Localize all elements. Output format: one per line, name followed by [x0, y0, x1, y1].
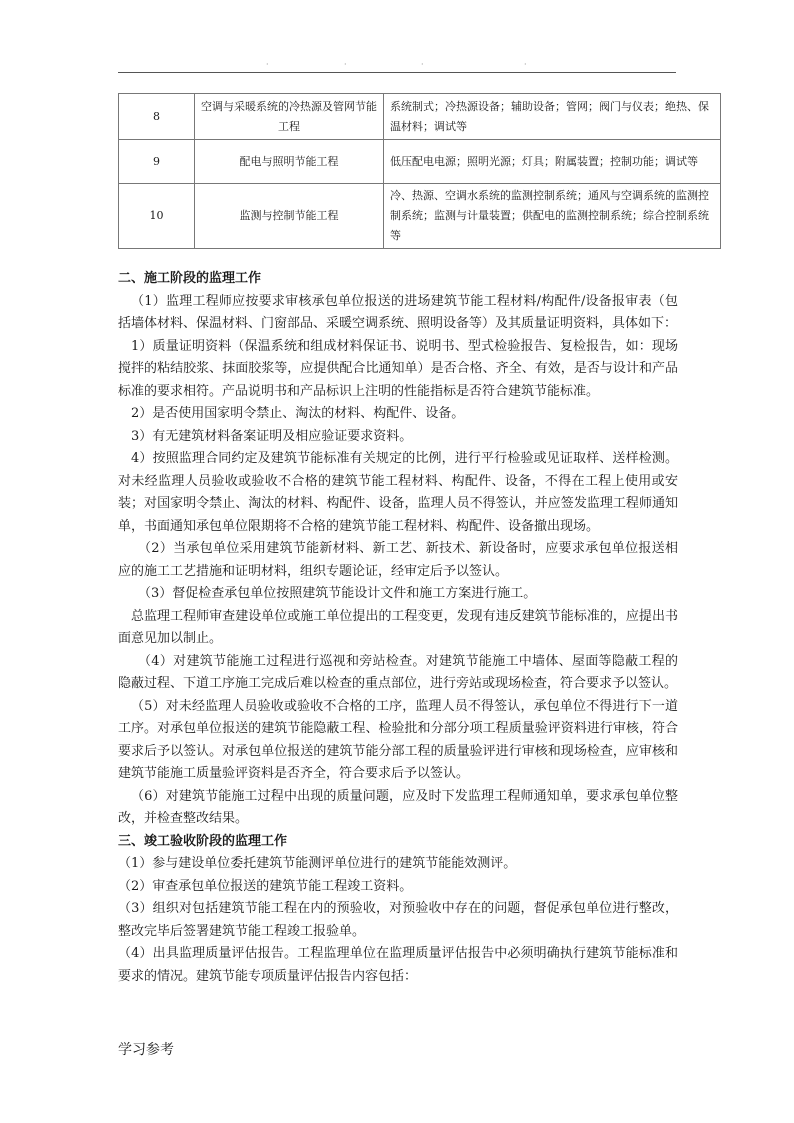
row-name: 监测与控制节能工程: [195, 184, 384, 249]
header-rule: [118, 72, 676, 73]
row-number: 8: [119, 94, 195, 140]
paragraph: （1）监理工程师应按要求审核承包单位报送的进场建筑节能工程材料/构配件/设备报审表（包括墙体材料、保温材料、门窗部品、采暖空调系统、照明设备等）及其质量证明资料，具体如下：: [118, 293, 678, 331]
row-description: 冷、热源、空调水系统的监测控制系统；通风与空调系统的监测控制系统；监测与计量装置；供配电的监测控制系统；综合控制系统等: [384, 184, 721, 249]
row-description: 系统制式；冷热源设备；辅助设备；管网；阀门与仪表；绝热、保温材料；调试等: [384, 94, 721, 140]
paragraph: （4）出具监理质量评估报告。工程监理单位在监理质量评估报告中必须明确执行建筑节能标准和要求的情况。建筑节能专项质量评估报告内容包括：: [118, 946, 678, 984]
table-row: [119, 140, 721, 184]
table-row: [119, 94, 721, 140]
paragraph: （1）参与建设单位委托建筑节能测评单位进行的建筑节能能效测评。: [118, 856, 517, 871]
paragraph: 4）按照监理合同约定及建筑节能标准有关规定的比例，进行平行检验或见证取样、送样检测。对未经监理人员验收或验收不合格的建筑节能工程材料、构配件、设备，不得在工程上使用或安装；对国家明令禁止、淘汰的材料、构配件、设备，监理人员不得签认，并应签发监理工程师通知单，书面通知承包单位限期将不合格的建筑节能工程材料、构配件、设备撤出现场。: [118, 451, 678, 534]
header-dot: ·: [266, 60, 269, 69]
paragraph: （3）组织对包括建筑节能工程在内的预验收，对预验收中存在的问题，督促承包单位进行整改，整改完毕后签署建筑节能工程竣工报验单。: [118, 901, 678, 939]
paragraph: 总监理工程师审查建设单位或施工单位提出的工程变更，发现有违反建筑节能标准的，应提出书面意见加以制止。: [118, 608, 678, 646]
paragraph: 2）是否使用国家明令禁止、淘汰的材料、构配件、设备。: [131, 406, 465, 421]
footer-label: 学习参考: [118, 1042, 174, 1058]
paragraph: 1）质量证明资料（保温系统和组成材料保证书、说明书、型式检验报告、复检报告，如：现场搅拌的粘结胶浆、抹面胶浆等，应提供配合比通知单）是否合格、齐全、有效，是否与设计和产品标准的要求相符。产品说明书和产品标识上注明的性能指标是否符合建筑节能标准。: [118, 338, 678, 399]
paragraph: （4）对建筑节能施工过程进行巡视和旁站检查。对建筑节能施工中墙体、屋面等隐蔽工程的隐蔽过程、下道工序施工完成后难以检查的重点部位，进行旁站或现场检查，符合要求予以签认。: [118, 653, 678, 691]
paragraph: （2）审查承包单位报送的建筑节能工程竣工资料。: [118, 878, 413, 894]
row-number: 10: [119, 184, 195, 249]
table-row: [119, 184, 721, 249]
paragraph: 3）有无建筑材料备案证明及相应验证要求资料。: [131, 428, 413, 444]
body-text: [118, 268, 678, 988]
row-number: 9: [119, 140, 195, 184]
section-heading: 三、竣工验收阶段的监理工作: [118, 833, 288, 849]
paragraph: （3）督促检查承包单位按照建筑节能设计文件和施工方案进行施工。: [138, 586, 537, 601]
paragraph: （6）对建筑节能施工过程中出现的质量问题，应及时下发监理工程师通知单，要求承包单位整改，并检查整改结果。: [118, 788, 678, 826]
header-dots: [118, 60, 676, 70]
row-name: 空调与采暖系统的冷热源及管网节能工程: [195, 94, 384, 140]
row-name: 配电与照明节能工程: [195, 140, 384, 184]
header-dot: ·: [344, 60, 347, 69]
paragraph: （2）当承包单位采用建筑节能新材料、新工艺、新技术、新设备时，应要求承包单位报送相应的施工工艺措施和证明材料，组织专题论证，经审定后予以签认。: [118, 541, 678, 579]
section-heading: 二、施工阶段的监理工作: [118, 271, 262, 286]
spec-table: [118, 93, 721, 249]
paragraph: （5）对未经监理人员验收或验收不合格的工序，监理人员不得签认，承包单位不得进行下一道工序。对承包单位报送的建筑节能隐蔽工程、检验批和分部分项工程质量验评资料进行审核，符合要求后予以签认。对承包单位报送的建筑节能分部工程的质量验评进行审核和现场检查，应审核和建筑节能施工质量验评资料是否齐全，符合要求后予以签认。: [118, 698, 678, 781]
header-dot: ·: [421, 60, 424, 69]
row-description: 低压配电电源；照明光源；灯具；附属装置；控制功能；调试等: [384, 140, 721, 184]
header-dot: ·: [524, 60, 527, 69]
